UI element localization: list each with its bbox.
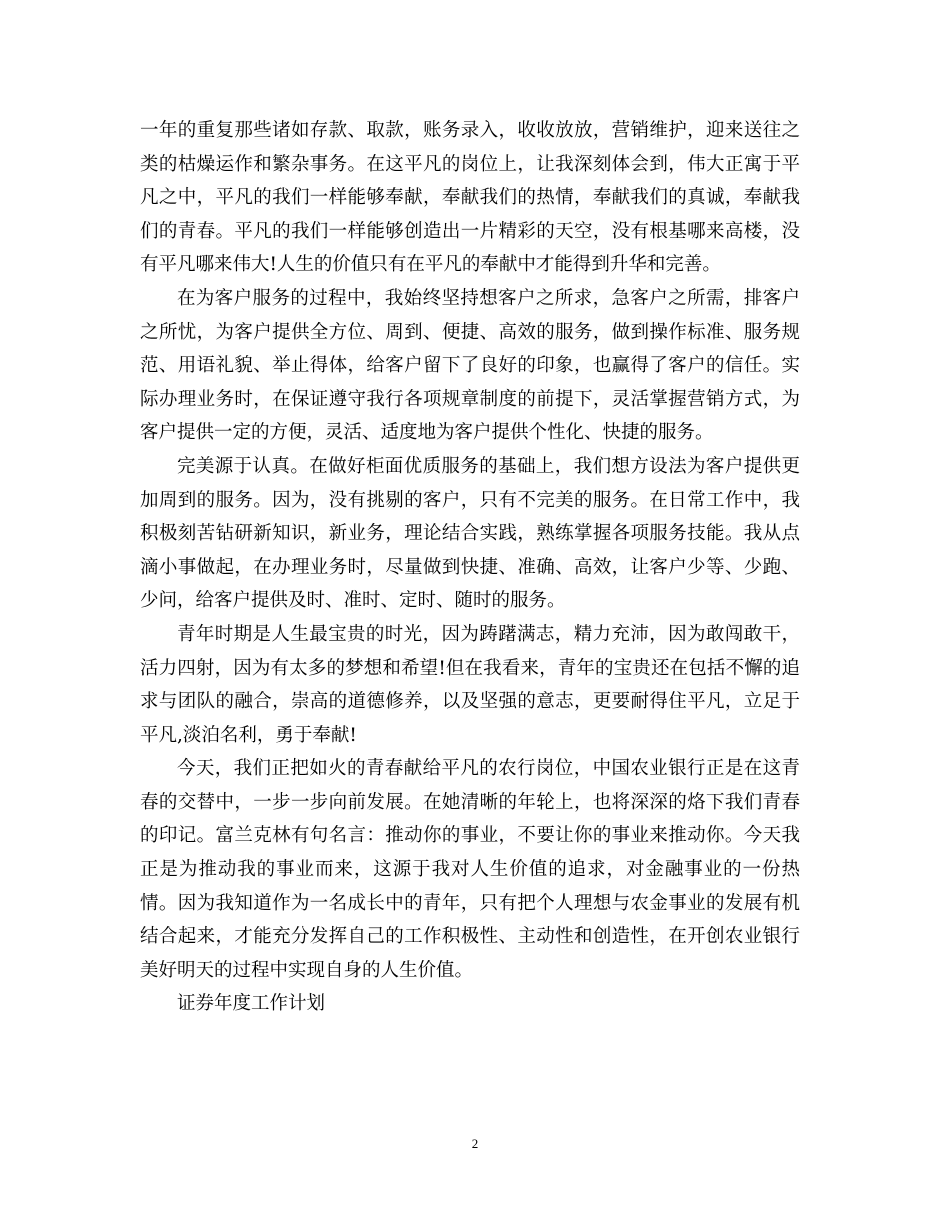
section-heading: 证券年度工作计划	[177, 993, 326, 1015]
document-body	[140, 114, 800, 1021]
body-paragraph: 一年的重复那些诸如存款、取款，账务录入，收收放放，营销维护，迎来送往之类的枯燥运作和繁杂事务。在这平凡的岗位上，让我深刻体会到，伟大正寓于平凡之中，平凡的我们一样能够奉献，奉献我们的热情，奉献我们的真诚，奉献我们的青春。平凡的我们一样能够创造出一片精彩的天空，没有根基哪来高楼，没有平凡哪来伟大!人生的价值只有在平凡的奉献中才能得到升华和完善。	[140, 120, 800, 276]
body-paragraph: 今天，我们正把如火的青春献给平凡的农行岗位，中国农业银行正是在这青春的交替中，一步一步向前发展。在她清晰的年轮上，也将深深的烙下我们青春的印记。富兰克林有句名言：推动你的事业，不要让你的事业来推动你。今天我正是为推动我的事业而来，这源于我对人生价值的追求，对金融事业的一份热情。因为我知道作为一名成长中的青年，只有把个人理想与农金事业的发展有机结合起来，才能充分发挥自己的工作积极性、主动性和创造性，在开创农业银行美好明天的过程中实现自身的人生价值。	[140, 758, 800, 981]
body-paragraph: 在为客户服务的过程中，我始终坚持想客户之所求，急客户之所需，排客户之所忧，为客户提供全方位、周到、便捷、高效的服务，做到操作标准、服务规范、用语礼貌、举止得体，给客户留下了良好的印象，也赢得了客户的信任。实际办理业务时，在保证遵守我行各项规章制度的前提下，灵活掌握营销方式，为客户提供一定的方便，灵活、适度地为客户提供个性化、快捷的服务。	[140, 287, 800, 444]
body-paragraph: 完美源于认真。在做好柜面优质服务的基础上，我们想方设法为客户提供更加周到的服务。因为，没有挑剔的客户，只有不完美的服务。在日常工作中，我积极刻苦钻研新知识，新业务，理论结合实践，熟练掌握各项服务技能。我从点滴小事做起，在办理业务时，尽量做到快捷、准确、高效，让客户少等、少跑、少问，给客户提供及时、准时、定时、随时的服务。	[140, 455, 800, 612]
body-paragraph: 青年时期是人生最宝贵的时光，因为踌躇满志，精力充沛，因为敢闯敢干，活力四射，因为有太多的梦想和希望!但在我看来，青年的宝贵还在包括不懈的追求与团队的融合，崇高的道德修养，以及坚强的意志，更要耐得住平凡，立足于平凡,淡泊名利，勇于奉献!	[140, 623, 800, 746]
page-number: 2	[471, 1136, 479, 1151]
